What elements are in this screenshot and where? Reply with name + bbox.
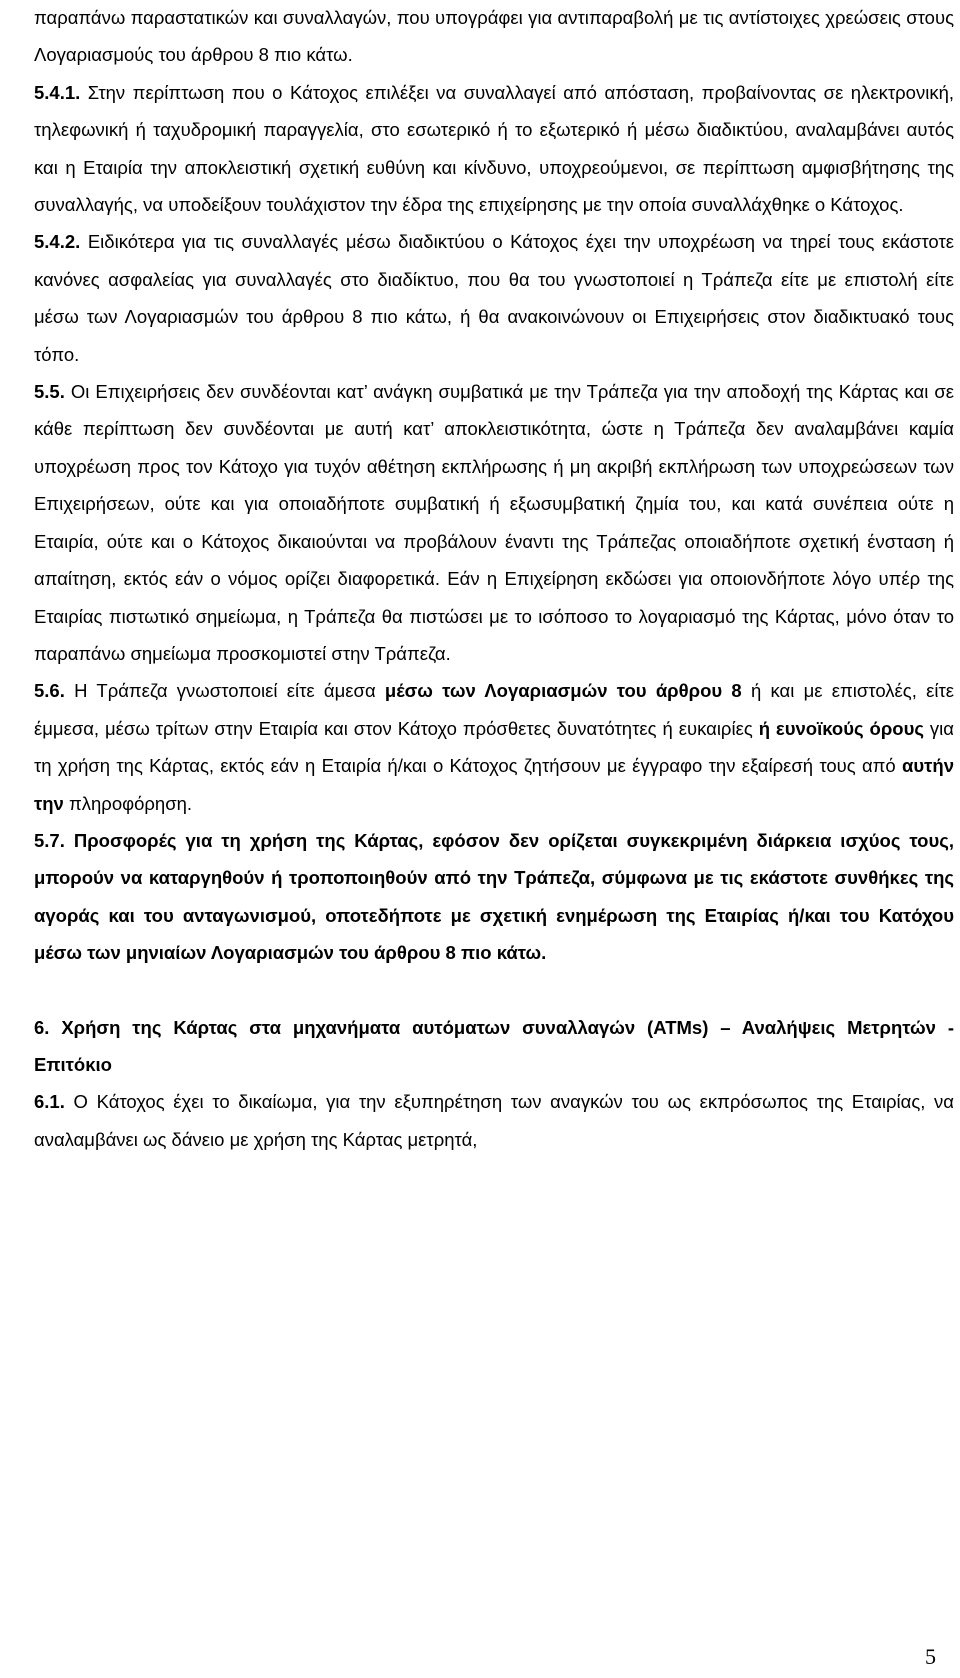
section-number: 5.4.1. xyxy=(34,81,81,103)
paragraph-text: Προσφορές για τη χρήση της Κάρτας, εφόσον δεν ορίζεται συγκεκριμένη διάρκεια ισχύος τους, μπορούν να καταργηθούν ή τροποποιηθούν από την Τράπεζα, σύμφωνα με τις εκάστοτε συνθήκες της αγοράς και του ανταγωνισμού, οποτεδήποτε με σχετική ενημέρωση της Εταιρίας ή/και του Κατόχου μέσω των μηνιαίων Λογαριασμών του άρθρου 8 πιο κάτω. xyxy=(34,829,954,964)
paragraph-text: Ο Κάτοχος έχει το δικαίωμα, για την εξυπηρέτηση των αναγκών του ως εκπρόσωπος της Εταιρίας, να αναλαμβάνει ως δάνειο με χρήση της Κάρτας μετρητά, xyxy=(34,1091,954,1150)
paragraph-5-4-2 xyxy=(34,223,954,373)
paragraph-text: παραπάνω παραστατικών και συναλλαγών, που υπογράφει για αντιπαραβολή με τις αντίστοιχες χρεώσεις στους Λογαριασμούς του άρθρου 8 πιο κάτω. xyxy=(34,7,954,66)
paragraph-text: Στην περίπτωση που ο Κάτοχος επιλέξει να συναλλαγεί από απόσταση, προβαίνοντας σε ηλεκτρονική, τηλεφωνική ή ταχυδρομική παραγγελία, στο εσωτερικό ή το εξωτερικό ή μέσω διαδικτύου, αναλαμβάνει αυτός και η Εταιρία την αποκλειστική σχετική ευθύνη και κίνδυνο, υποχρεούμενοι, σε περίπτωση αμφισβήτησης της συναλλαγής, να υποδείξουν τουλάχιστον την έδρα της επιχείρησης με την οποία συναλλάχθηκε ο Κάτοχος. xyxy=(34,81,954,216)
bold-phrase: μέσω των Λογαριασμών του άρθρου 8 xyxy=(384,680,742,702)
spacer xyxy=(34,972,954,1009)
paragraph-5-4-1 xyxy=(34,74,954,224)
paragraph-text: Ειδικότερα για τις συναλλαγές μέσω διαδικτύου ο Κάτοχος έχει την υποχρέωση να τηρεί τους εκάστοτε κανόνες ασφαλείας για συναλλαγές στο διαδίκτυο, που θα του γνωστοποιεί η Τράπεζα είτε με επιστολή είτε μέσω των Λογαριασμών του άρθρου 8 πιο κάτω, ή θα ανακοινώνουν οι Επιχειρήσεις στον διαδικτυακό τους τόπο. xyxy=(34,231,954,365)
bold-phrase: ή ευνοϊκούς όρους xyxy=(758,717,924,739)
page-number: 5 xyxy=(925,1644,936,1669)
paragraph-text: Οι Επιχειρήσεις δεν συνδέονται κατ’ ανάγκη συμβατικά με την Τράπεζα για την αποδοχή της Κάρτας και σε κάθε περίπτωση δεν συνδέονται με αυτή κατ’ αποκλειστικότητα, ώστε η Τράπεζα δεν αναλαμβάνει καμία υποχρέωση προς τον Κάτοχο για τυχόν αθέτηση εκπλήρωσης ή μη ακριβή εκπλήρωση των υποχρεώσεων των Επιχειρήσεων, ούτε και για οποιαδήποτε συμβατική ή εξωσυμβατική ζημία του, και κατά συνέπεια ούτε η Εταιρία, ούτε και ο Κάτοχος δικαιούνται να προβάλουν έναντι της Τράπεζας οποιαδήποτε σχετική ένσταση ή απαίτηση, εκτός εάν ο νόμος ορίζει διαφορετικά. Εάν η Επιχείρηση εκδώσει για οποιονδήποτε λόγο υπέρ της Εταιρίας πιστωτικό σημείωμα, η Τράπεζα θα πιστώσει με το ισόποσο το λογαριασμό της Κάρτας, μόνο όταν το παραπάνω σημείωμα προσκομιστεί στην Τράπεζα. xyxy=(34,381,954,664)
paragraph-text: ή και με επιστολές, είτε έμμεσα, μέσω τρίτων στην Εταιρία και στον Κάτοχο πρόσθετες δυνατότητες ή ευκαιρίες xyxy=(34,680,955,739)
section-number: 5.6. xyxy=(34,680,65,702)
heading-text: 6. Χρήση της Κάρτας στα μηχανήματα αυτόματων συναλλαγών (ATMs) – Αναλήψεις Μετρητών - Επιτόκιο xyxy=(34,1016,954,1075)
section-number: 5.7. xyxy=(34,829,65,851)
section-number: 6.1. xyxy=(34,1091,65,1113)
section-number: 5.4.2. xyxy=(34,231,81,253)
paragraph-6-1 xyxy=(34,1083,954,1158)
section-6-heading xyxy=(34,1009,954,1084)
paragraph-5-6 xyxy=(34,672,954,822)
paragraph-intro xyxy=(34,0,954,74)
bold-phrase: αυτήν την xyxy=(34,755,954,814)
paragraph-text: πληροφόρηση. xyxy=(63,792,193,814)
paragraph-5-7 xyxy=(34,822,954,972)
paragraph-text: Η Τράπεζα γνωστοποιεί είτε άμεσα xyxy=(64,680,385,702)
section-number: 5.5. xyxy=(34,381,65,403)
document-page xyxy=(34,0,954,1158)
paragraph-5-5 xyxy=(34,373,954,672)
paragraph-text: για τη χρήση της Κάρτας, εκτός εάν η Εταιρία ή/και ο Κάτοχος ζητήσουν με έγγραφο την εξαίρεσή τους από xyxy=(34,717,954,777)
